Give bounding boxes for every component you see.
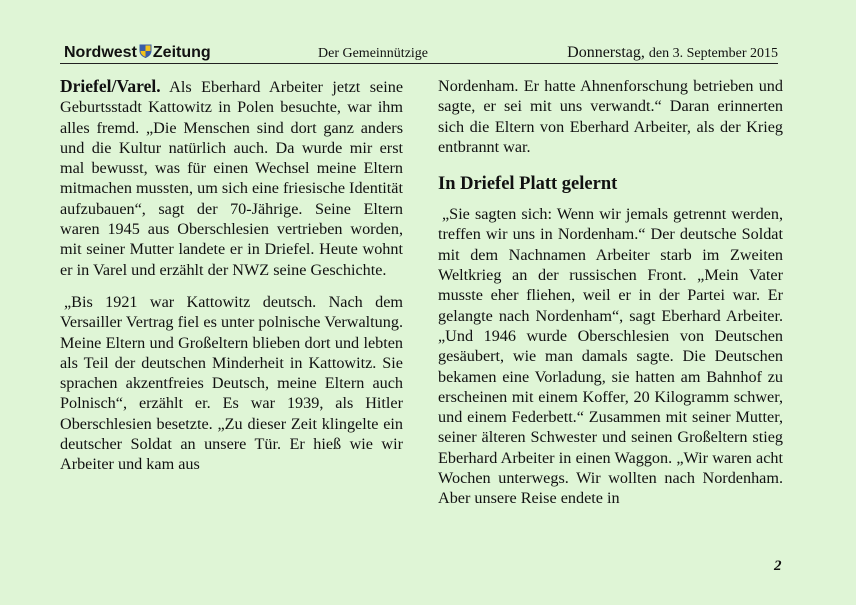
coat-of-arms-icon [139, 44, 152, 58]
body-paragraph: „Sie sagten sich: Wenn wir jemals getrennt werden, treffen wir uns in Nordenham.“ Der deutsche Soldat mit dem Nachnamen Arbeiter starb im Zweiten Weltkrieg an der russischen Front. „Mein Vater musste eher fliehen, weil er in der Partei war. Er gelangte nach Nordenham“, sagt Eberhard Arbeiter. „Und 1946 wurde Oberschlesien von Deutschen gesäubert, wie man damals sagte. Die Deutschen bekamen eine Vorladung, sie hatten am Bahnhof zu erscheinen mit einem Koffer, 20 Kilogramm schwer, und einem Federbett.“ Zusammen mit seiner Mutter, seiner älteren Schwester und seinen Großeltern stieg Eberhard Arbeiter in einen Waggon. „Wir waren acht Wochen unterwegs. Wir wollten nach Nordenham. Aber unsere Reise endete in [438, 205, 783, 508]
article-column-left [60, 76, 403, 475]
issue-weekday: Donnerstag, [567, 44, 645, 61]
page-number: 2 [774, 558, 782, 574]
section-title: Der Gemeinnützige [318, 46, 429, 61]
body-paragraph-continued: Nordenham. Er hatte Ahnenforschung betrieben und sagte, er sei mit uns verwandt.“ Daran erinnerten sich die Eltern von Eberhard Arbeiter, als der Krieg entbrannt war. [438, 77, 783, 156]
body-paragraph: „Bis 1921 war Kattowitz deutsch. Nach dem Versailler Vertrag fiel es unter polnische Verwaltung. Meine Eltern und Großeltern blieben dort und lebten als Teil der deutschen Minderheit in Kattowitz. Sie sprachen akzentfreies Deutsch, meine Eltern auch Polnisch“, erzählt er. Es war 1939, als Hitler Oberschlesien besetzte. „Zu dieser Zeit klingelte ein deutscher Soldat an unsere Tür. Er hieß wie wir Arbeiter und kam aus [60, 292, 403, 474]
dateline-kicker: Driefel/Varel. [60, 76, 161, 96]
issue-date-text: den 3. September 2015 [648, 46, 778, 61]
lead-paragraph [60, 76, 403, 280]
issue-date [567, 43, 778, 64]
subheading: In Driefel Platt gelernt [438, 174, 618, 195]
masthead-right-word: Zeitung [152, 44, 211, 61]
page-header [60, 43, 778, 64]
lead-text: Als Eberhard Arbeiter jetzt seine Geburtsstadt Kattowitz in Polen besuchte, war ihm alles fremd. „Die Menschen sind dort ganz anders und die Kultur natürlich auch. Da wurde mir erst mal bewusst, was für einen Wechsel meine Eltern mitmachen mussten, um sich eine friesische Identität aufzubauen“, sagt der 70-Jährige. Seine Eltern waren 1945 aus Oberschlesien vertrieben worden, mit seiner Mutter landete er in Driefel. Heute wohnt er in Varel und erzählt der NWZ seine Geschichte. [60, 78, 403, 279]
newspaper-masthead [64, 43, 211, 63]
masthead-left-word: Nordwest [64, 44, 137, 61]
article-column-right [438, 76, 783, 509]
